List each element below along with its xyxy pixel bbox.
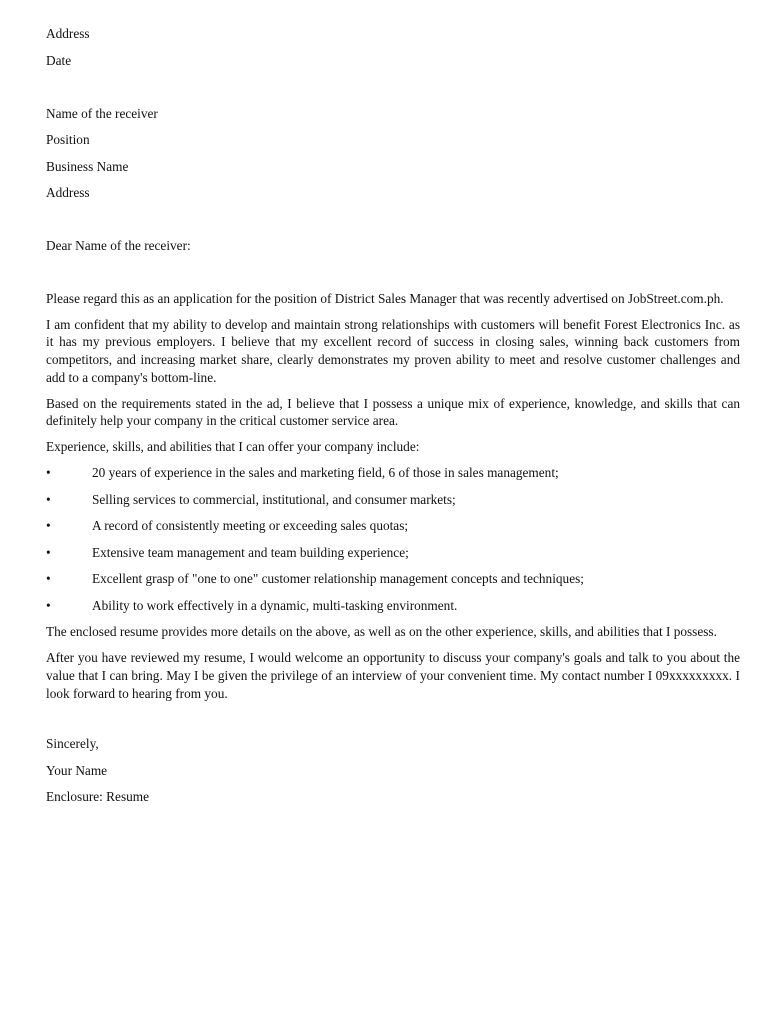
- spacer: [46, 264, 740, 291]
- spacer: [46, 710, 740, 735]
- list-item: [46, 491, 740, 509]
- body-list-intro: Experience, skills, and abilities that I can offer your company include:: [46, 438, 420, 454]
- body-paragraph: Based on the requirements stated in the ad, I believe that I possess a unique mix of experience, knowledge, and skills that can definitely help your company in the critical customer service area.: [46, 395, 740, 429]
- letter-page: [46, 25, 740, 815]
- bullet-icon: •: [46, 571, 51, 587]
- bullet-icon: •: [46, 518, 51, 534]
- bullet-icon: •: [46, 465, 51, 481]
- spacer: [46, 211, 740, 238]
- valediction: Sincerely,: [46, 736, 99, 752]
- body-paragraph: The enclosed resume provides more details on the above, as well as on the other experience, skills, and abilities that I possess.: [46, 624, 717, 640]
- list-item: [46, 517, 740, 535]
- list-item: [46, 597, 740, 615]
- letter-date: Date: [46, 52, 72, 68]
- list-item-text: A record of consistently meeting or exceeding sales quotas;: [92, 518, 409, 534]
- body-paragraph: Please regard this as an application for the position of District Sales Manager that was recently advertised on JobStreet.com.ph.: [46, 291, 724, 306]
- body-paragraph: I am confident that my ability to develop and maintain strong relationships with customers will benefit Forest Electronics Inc. as it has my previous employers. I believe that my excellent record of success in closing sales, winning back customers from competitors, and increasing market share, clearly demonstrates my proven ability to meet and resolve customer challenges and add to a company's bottom-line.: [46, 316, 740, 385]
- signature-name: Your Name: [46, 762, 108, 778]
- list-item: [46, 464, 740, 482]
- list-item-text: Excellent grasp of "one to one" customer relationship management concepts and techniques;: [92, 571, 584, 587]
- list-item-text: Extensive team management and team building experience;: [92, 544, 409, 560]
- recipient-position: Position: [46, 132, 90, 147]
- enclosure-note: Enclosure: Resume: [46, 789, 150, 805]
- list-item: [46, 570, 740, 588]
- spacer: [46, 78, 740, 105]
- salutation: Dear Name of the receiver:: [46, 238, 191, 253]
- bullet-icon: •: [46, 597, 51, 613]
- list-item-text: 20 years of experience in the sales and marketing field, 6 of those in sales management;: [92, 465, 559, 481]
- sender-address: Address: [46, 26, 90, 41]
- list-item-text: Ability to work effectively in a dynamic, multi-tasking environment.: [92, 597, 458, 613]
- list-item: [46, 544, 740, 562]
- skills-list: [46, 464, 740, 615]
- bullet-icon: •: [46, 544, 51, 560]
- body-paragraph: After you have reviewed my resume, I would welcome an opportunity to discuss your company's goals and talk to you about the value that I can bring. May I be given the privilege of an interview of your convenient time. My contact number I 09xxxxxxxxx. I look forward to hearing from you.: [46, 650, 740, 701]
- bullet-icon: •: [46, 491, 51, 507]
- list-item-text: Selling services to commercial, institutional, and consumer markets;: [92, 491, 456, 507]
- recipient-business-name: Business Name: [46, 158, 129, 174]
- recipient-name: Name of the receiver: [46, 105, 158, 121]
- recipient-address: Address: [46, 185, 90, 200]
